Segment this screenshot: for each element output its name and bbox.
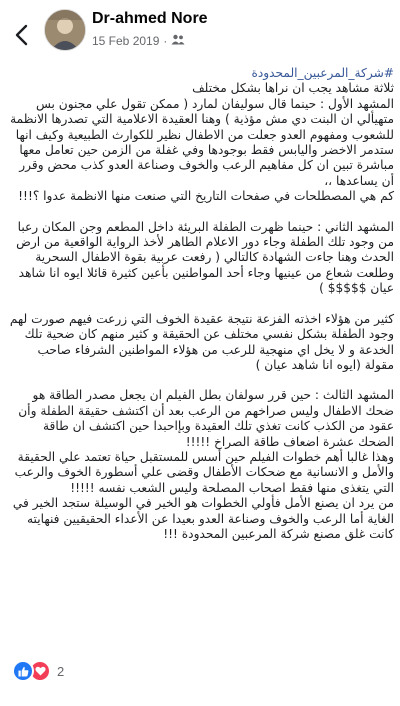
post-paragraph: المشهد الثاني : حينما ظهرت الطفلة البريئة داخل المطعم وجن المكان رعبا من وجود تلك الطفلة وجاء دور الاعلام الطاهر لأخذ الرواية الواقعية من ارض الحدث وهنا جاءت الشهادة كالتالي ( رفعت عربية بقوة الاطفال السحرية وطلعت شعاع من عينيها وجاء أحد المواطنين بأعين كثيرة قائلا ايوه انا شاهد عيان $$$$$ ) bbox=[16, 219, 394, 296]
thumbs-up-icon bbox=[12, 660, 34, 682]
post-paragraph: المشهد الثالث : حين قرر سولفان بطل الفيلم ان يجعل مصدر الطاقة هو ضحك الاطفال وليس صراخهم من الرعب بعد أن اكتشف حقيقة الطفلة وأن عقود من الكذب كانت تغذي تلك العقيدة وبإاحبدا حين اكتشف ان طاقة الضحك عشرة اضعاف طاقة الصراخ !!!!! وهذا غالبا أهم خطوات الفيلم حين أسس للمستقبل حياة تعتمد علي الحقيقة والأمل و الانسانية مع ضحكات الأطفال وقضى علي أسطورة الخوف والرعب التي يتغذى منها فقط اصحاب المصلحة وليس الشعب نفسه !!!!! من يرد ان يصنع الأمل فأولي الخطوات هو الخير في الوسيلة ستجد الخير في الغاية أما الرعب والخوف وصناعة العدو بعيدا عن الأعداء الحقيقيين فنهايته كانت غلق مصنع شركة المرعبين المحدودة !!! bbox=[12, 388, 394, 541]
post-header bbox=[0, 0, 400, 70]
reactions-summary[interactable] bbox=[12, 660, 64, 682]
hashtag-link[interactable]: #شركة_المرعبين_المحدودة bbox=[251, 66, 394, 80]
avatar[interactable] bbox=[44, 9, 86, 51]
post-paragraph: كثير من هؤلاء اخذته الفزعة نتيجة عقيدة الخوف التي زرعت فيهم صورت لهم وجود الطفلة بشكل نفسي مختلف عن الحقيقة و كثير منهم كان ضحية تلك الخدعة و لا يخل اي منهجية للرعب من هؤلاء المواطنين الشرفاء صاحب مقولة (ايوه انا شاهد عيان ) bbox=[9, 311, 394, 372]
post-meta bbox=[92, 34, 185, 48]
post-body bbox=[6, 66, 394, 557]
meta-separator: · bbox=[163, 34, 168, 48]
friends-icon bbox=[171, 34, 185, 48]
author-name[interactable]: Dr-ahmed Nore bbox=[92, 10, 208, 27]
reaction-count: 2 bbox=[57, 663, 65, 679]
post-footer bbox=[0, 650, 400, 690]
post-paragraph: ثلاثة مشاهد يجب ان نراها بشكل مختلف المشهد الأول : حينما قال سوليفان لمارد ( ممكن تقول علي مجنون بس متهيألي ان البنت دي مش مؤذية ) وهنا العقيدة الاعلامية التي تصدرها الانظمة للشعوب ومفهوم العدو جعلت من الاطفال نظير للكوارث الطبيعية وكيف انها ستدمر الاخضر واليابس فقط بوجودها وفي غفلة من الزمن حين تعامل معها مباشرة تبين ان كل مفاهيم الرعب والخوف وصناعة العدو كذب محض وقرر أن يساعدها ،، كم هي المصطلحات في صفحات التاريخ التي صنعت منها الانظمة عدوا ؟!!! bbox=[10, 81, 394, 204]
post-date[interactable]: 15 Feb 2019 bbox=[92, 34, 160, 48]
chevron-left-icon[interactable] bbox=[8, 22, 34, 48]
